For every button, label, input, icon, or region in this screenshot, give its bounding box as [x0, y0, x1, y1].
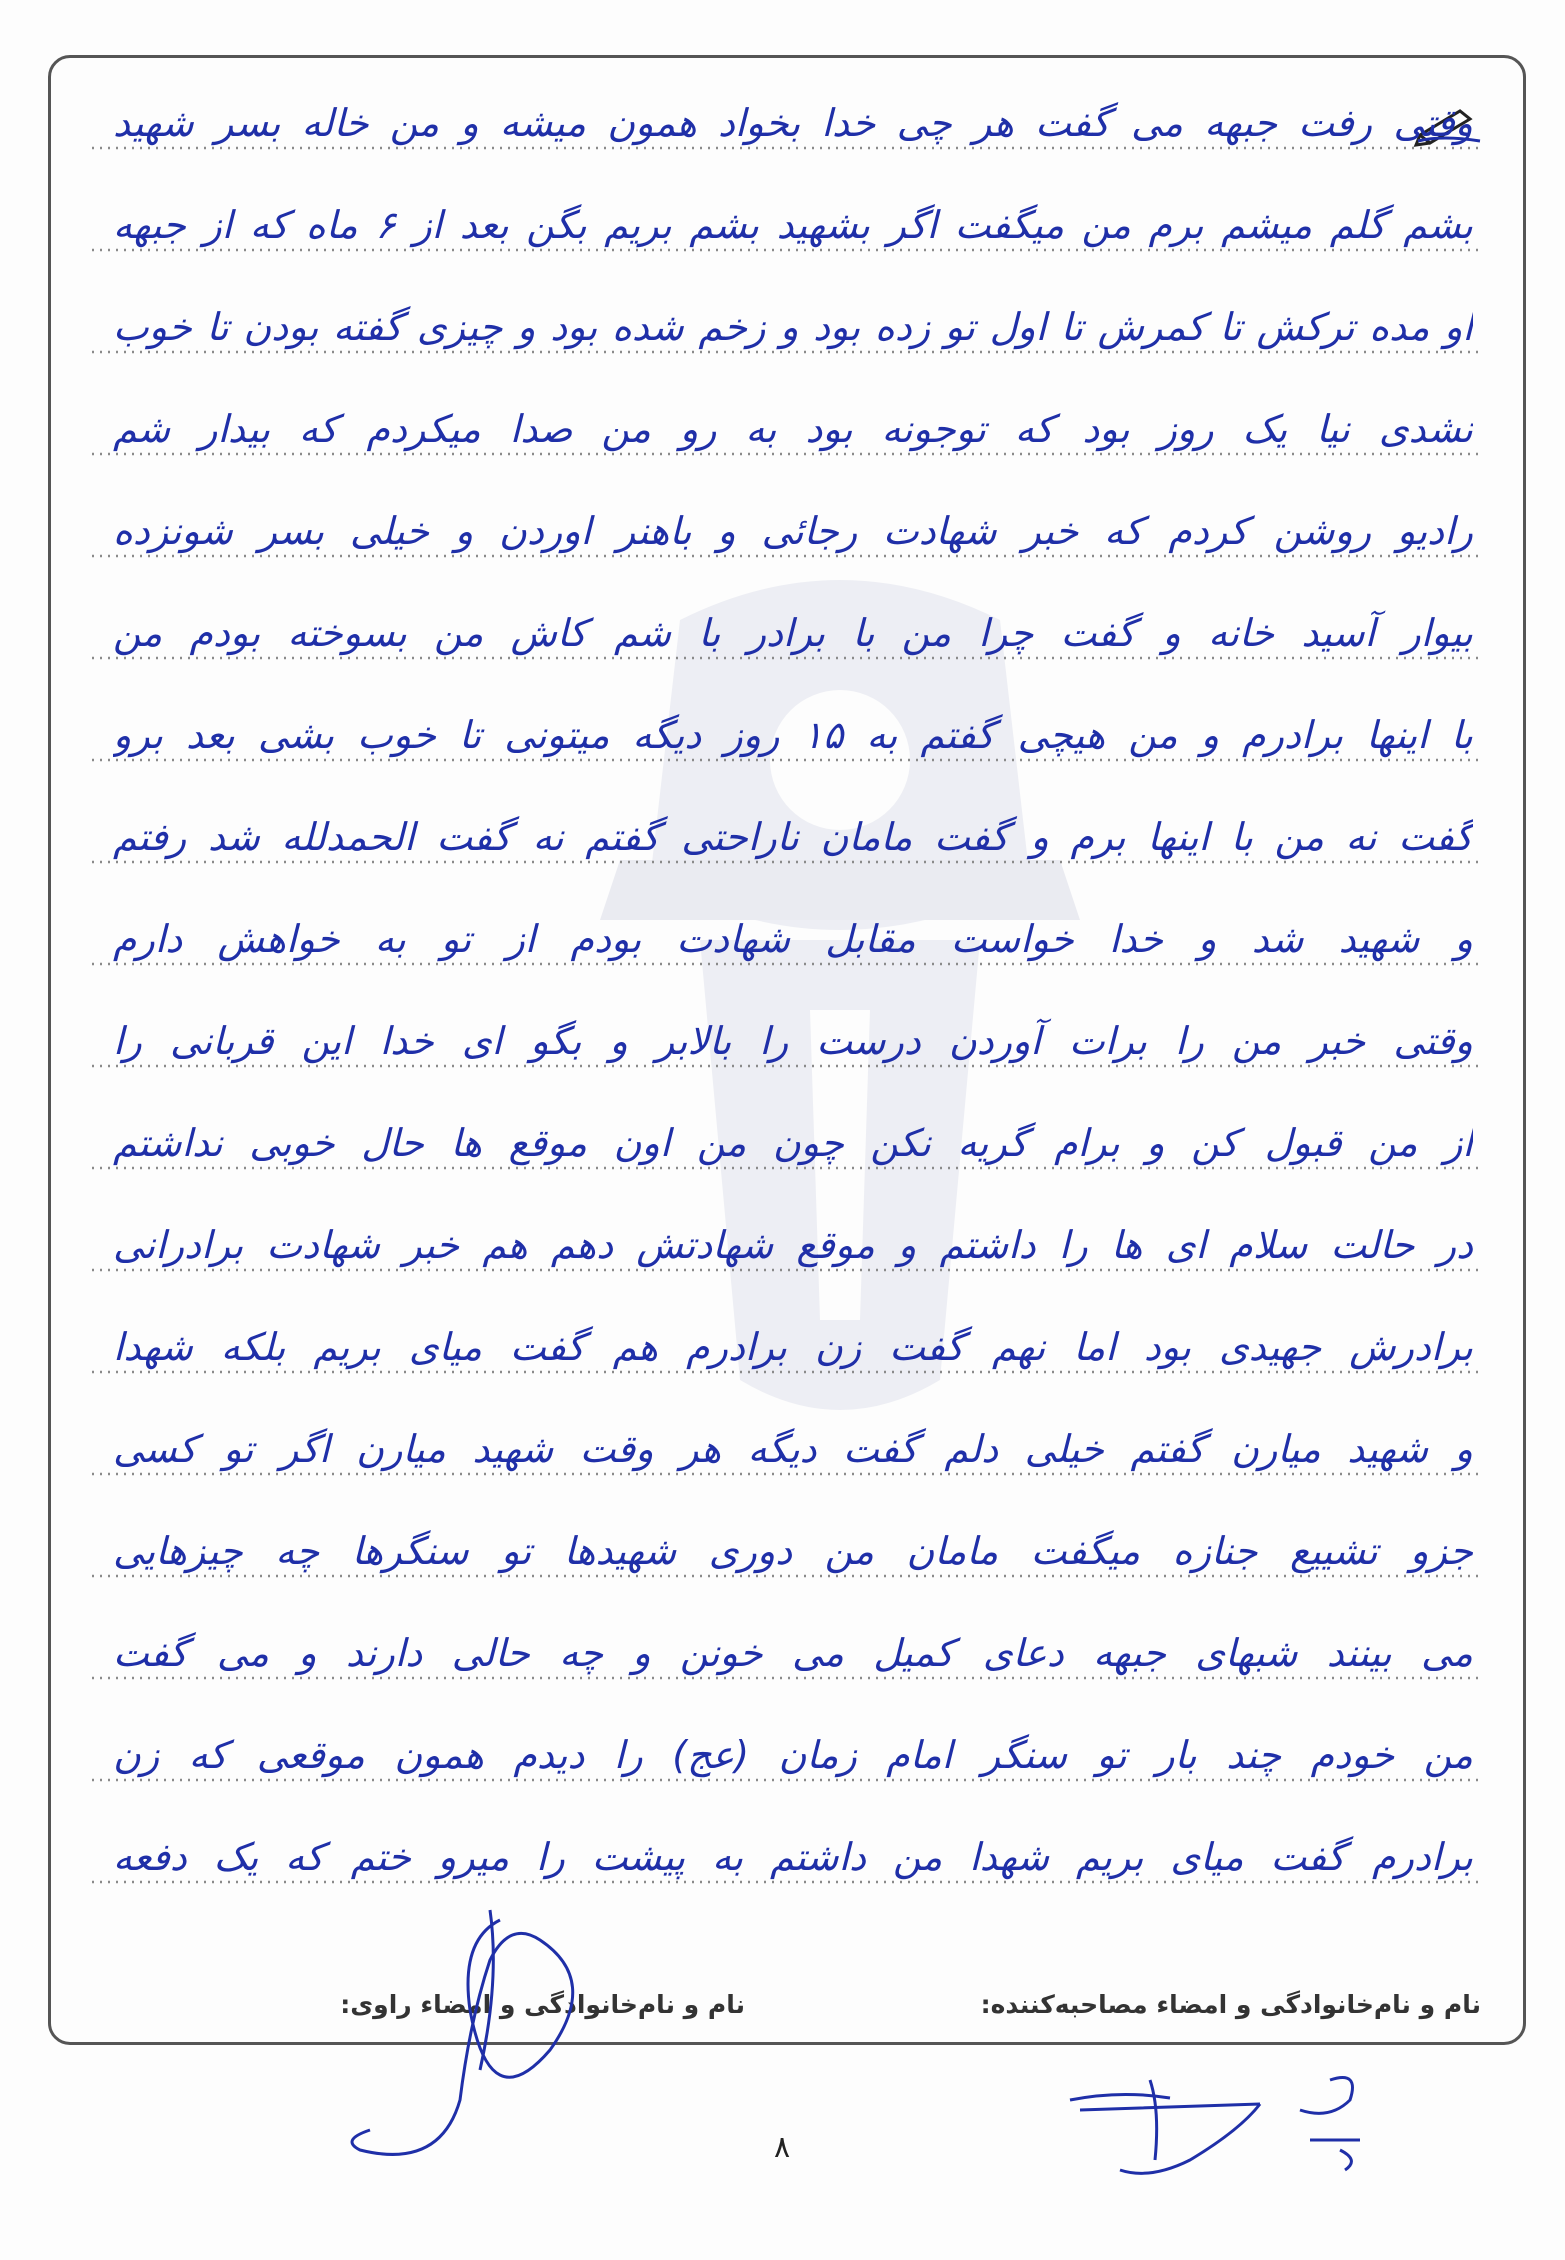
handwritten-line: در حالت سلام ای ها را داشتم و موقع شهادتش دهم هم خبر شهادت برادرانی	[113, 1223, 1473, 1267]
handwritten-line: از من قبول کن و برام گریه نکن چون من اون موقع ها حال خوبی نداشتم	[113, 1121, 1473, 1165]
handwritten-line: برادرش جهیدی بود اما نهم گفت زن برادرم هم گفت میای بریم بلکه شهدا	[113, 1325, 1473, 1369]
handwritten-line: وقتی خبر من را برات آوردن درست را بالابر و بگو ای خدا این قربانی را	[113, 1019, 1473, 1063]
handwritten-line: جزو تشییع جنازه میگفت مامان من دوری شهیدها تو سنگرها چه چیزهایی	[113, 1529, 1473, 1573]
handwritten-line: رادیو روشن کردم که خبر شهادت رجائی و باهنر اوردن و خیلی بسر شونزده	[113, 509, 1473, 553]
handwritten-line: می بینند شبهای جبهه دعای کمیل می خونن و چه حالی دارند و می گفت	[113, 1631, 1473, 1675]
handwritten-line: او مده ترکش تا کمرش تا اول تو زده بود و زخم شده بود و چیزی گفته بودن تا خوب	[113, 305, 1473, 349]
narrator-signature	[340, 1900, 640, 2190]
page-number: ۸	[773, 2130, 791, 2165]
narrator-signature-label: نام و نام‌خانوادگی و امضاء راوی:	[340, 1990, 745, 2019]
handwritten-line: نشدی نیا یک روز بود که توجونه بود به رو من صدا میکردم که بیدار شم	[113, 407, 1473, 451]
handwritten-line: من خودم چند بار تو سنگر امام زمان (عج) را دیدم همون موقعی که زن	[113, 1733, 1473, 1777]
interviewer-signature	[1060, 2060, 1390, 2190]
handwritten-line: وقتی رفت جبهه می گفت هر چی خدا بخواد همون میشه و من خاله بسر شهید	[113, 101, 1473, 145]
interviewer-signature-label: نام و نام‌خانوادگی و امضاء مصاحبه‌کننده:	[980, 1990, 1481, 2019]
handwritten-line: بشم گلم میشم برم من میگفت اگر بشهید بشم بریم بگن بعد از ۶ ماه که از جبهه	[113, 203, 1473, 247]
handwritten-line: با اینها برادرم و من هیچی گفتم به ۱۵ روز دیگه میتونی تا خوب بشی بعد برو	[113, 713, 1473, 757]
handwritten-line: و شهید میارن گفتم خیلی دلم گفت دیگه هر وقت شهید میارن اگر تو کسی	[113, 1427, 1473, 1471]
handwritten-line: گفت نه من با اینها برم و گفت مامان ناراحتی گفتم نه گفت الحمدلله شد رفتم	[113, 815, 1473, 859]
handwritten-line: برادرم گفت میای بریم شهدا من داشتم به پیشت را میرو ختم که یک دفعه	[113, 1835, 1473, 1879]
handwritten-line: بیوار آسید خانه و گفت چرا من با برادر با شم کاش من بسوخته بودم من	[113, 611, 1473, 655]
handwritten-line: و شهید شد و خدا خواست مقابل شهادت بودم از تو به خواهش دارم	[113, 917, 1473, 961]
